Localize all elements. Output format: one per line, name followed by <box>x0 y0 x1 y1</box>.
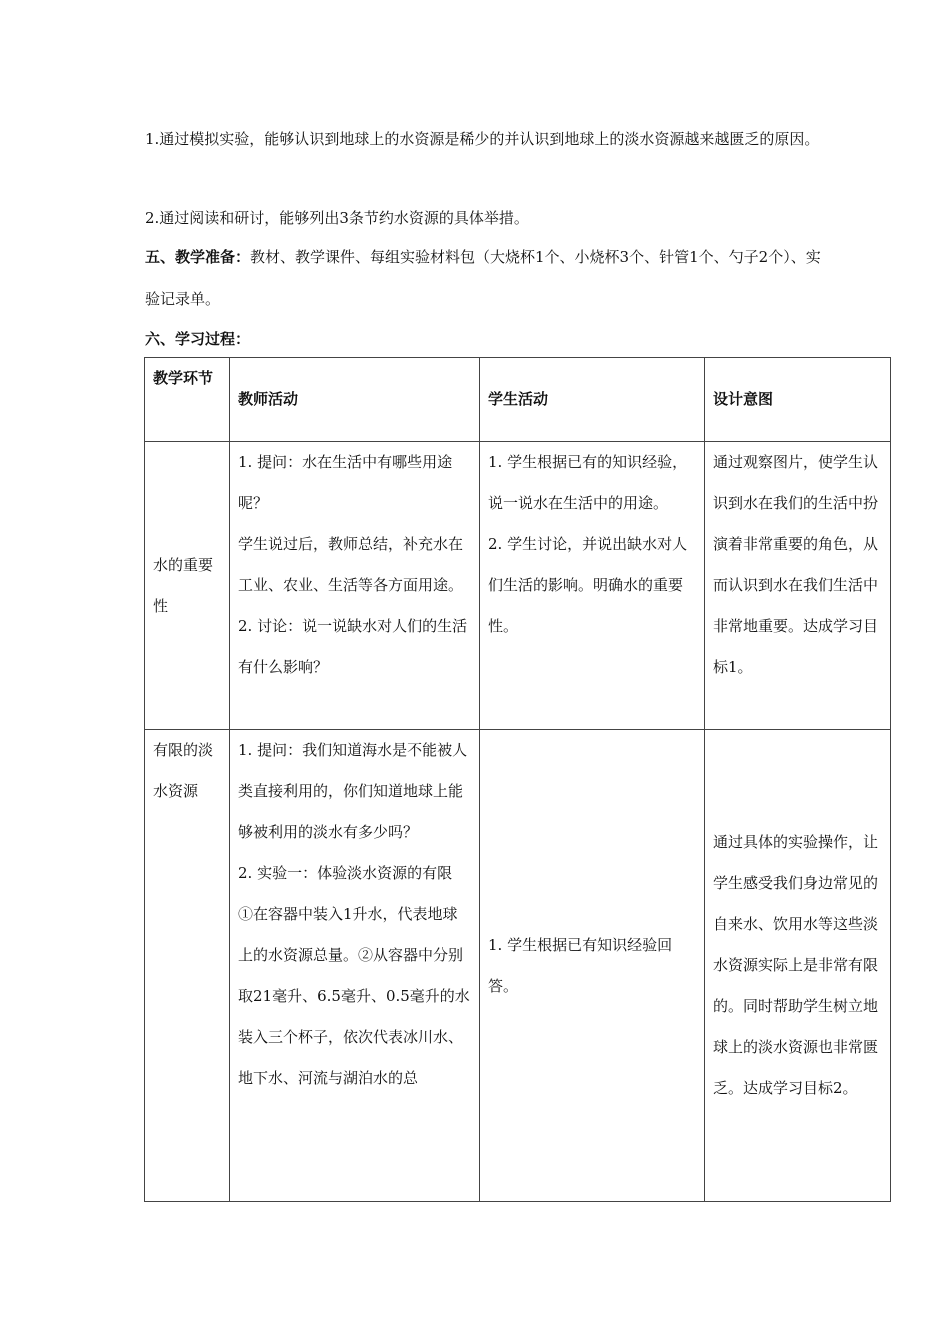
table-row <box>145 442 891 730</box>
student-line: 2. 学生讨论，并说出缺水对人们生活的影响。明确水的重要性。 <box>488 535 688 635</box>
table-row <box>145 730 891 1202</box>
header-teacher: 教师活动 <box>230 358 480 442</box>
stage-cell: 水的重要性 <box>145 442 230 730</box>
student-line: 1. 学生根据已有的知识经验，说一说水在生活中的用途。 <box>488 453 688 512</box>
intent-cell: 通过观察图片，使学生认识到水在我们的生活中扮演着非常重要的角色，从而认识到水在我们生活中非常地重要。达成学习目标1。 <box>705 442 891 730</box>
teacher-line: 1. 提问：我们知道海水是不能被人类直接利用的，你们知道地球上能够被利用的淡水有多少吗？ <box>238 741 468 841</box>
teacher-cell <box>230 442 480 730</box>
section-5-heading: 五、教学准备： <box>145 248 251 266</box>
header-stage: 教学环节 <box>145 358 230 442</box>
header-student: 学生活动 <box>480 358 705 442</box>
teaching-preparation <box>145 236 825 320</box>
student-cell <box>480 730 705 1202</box>
teacher-line: ①在容器中装入1升水，代表地球上的水资源总量。②从容器中分别取21毫升、6.5毫升、0.5毫升的水装入三个杯子，依次代表冰川水、地下水、河流与湖泊水的总 <box>238 905 470 1087</box>
objective-2: 2.通过阅读和研讨，能够列出3条节约水资源的具体举措。 <box>145 209 529 227</box>
preparation-text: 教材、教学课件、每组实验材料包（大烧杯1个、小烧杯3个、针管1个、勺子2个）、实验记录单。 <box>145 248 821 308</box>
lesson-process-table <box>144 357 891 1202</box>
teacher-line: 2. 讨论：说一说缺水对人们的生活有什么影响？ <box>238 617 468 676</box>
teacher-line: 1. 提问：水在生活中有哪些用途呢？ <box>238 453 453 512</box>
objective-1: 1.通过模拟实验，能够认识到地球上的水资源是稀少的并认识到地球上的淡水资源越来越匮乏的原因。 <box>145 130 820 148</box>
stage-cell: 有限的淡水资源 <box>145 730 230 1202</box>
intent-cell: 通过具体的实验操作，让学生感受我们身边常见的自来水、饮用水等这些淡水资源实际上是非常有限的。同时帮助学生树立地球上的淡水资源也非常匮乏。达成学习目标2。 <box>705 730 891 1202</box>
table-header-row <box>145 358 891 442</box>
teacher-line: 2. 实验一：体验淡水资源的有限 <box>238 864 453 882</box>
header-intent: 设计意图 <box>705 358 891 442</box>
student-cell <box>480 442 705 730</box>
section-6-heading: 六、学习过程： <box>145 330 251 348</box>
student-line: 1. 学生根据已有知识经验回答。 <box>488 935 673 995</box>
teacher-line: 学生说过后，教师总结，补充水在工业、农业、生活等各方面用途。 <box>238 535 464 594</box>
teacher-cell <box>230 730 480 1202</box>
